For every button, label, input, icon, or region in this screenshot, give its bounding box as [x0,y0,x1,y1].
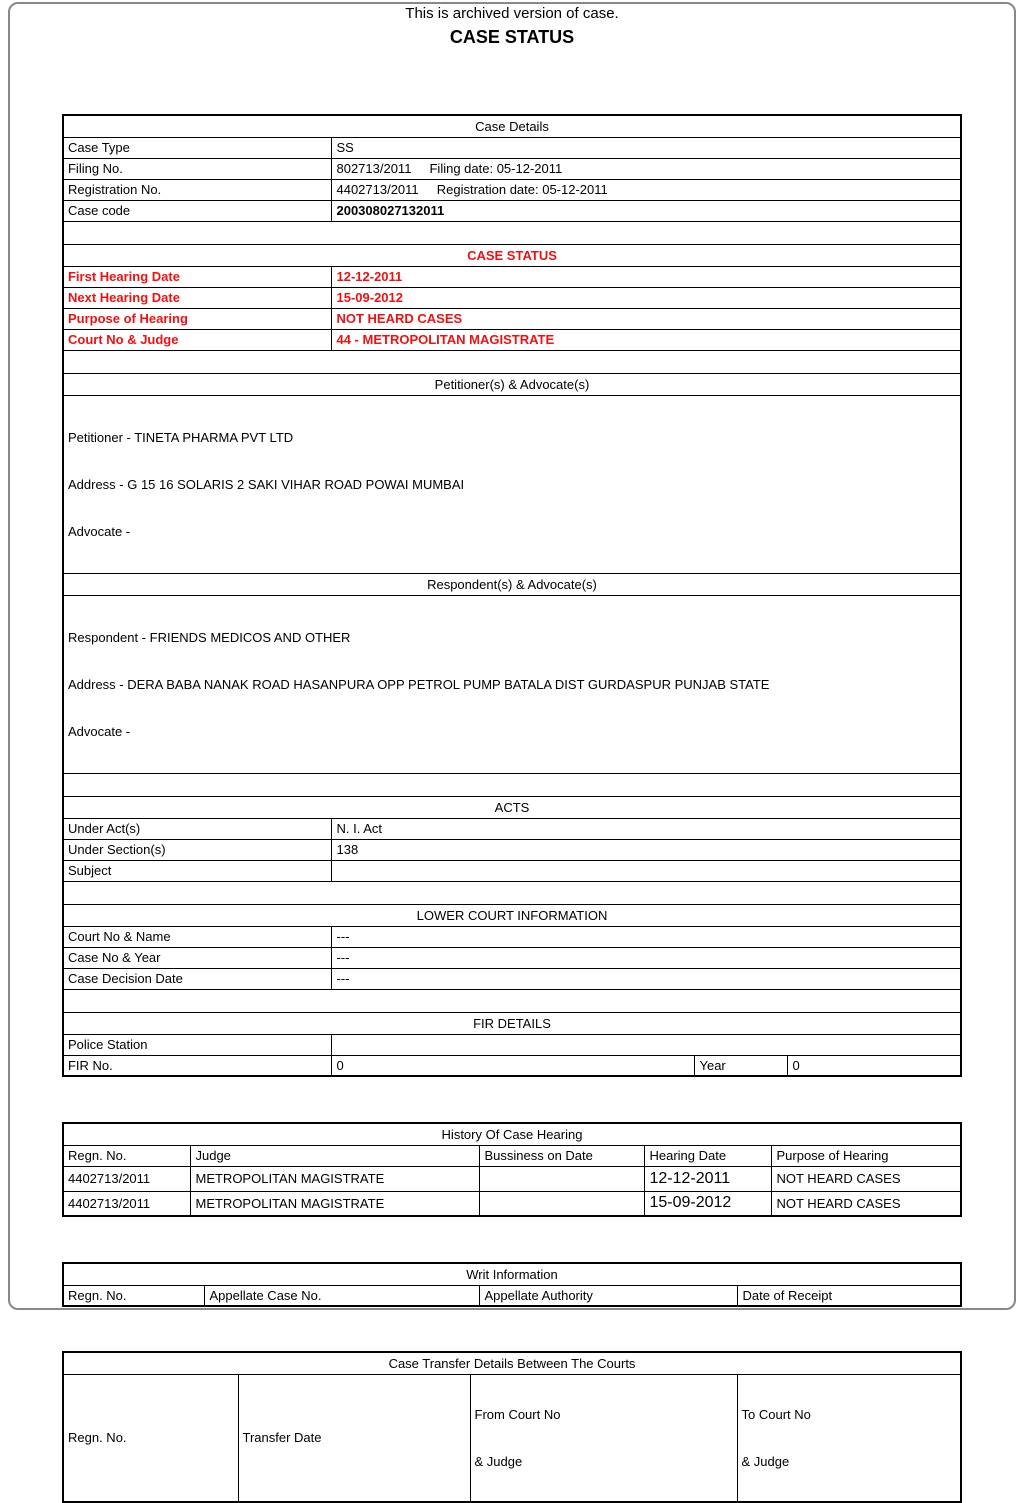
case-status-header: CASE STATUS [63,244,961,266]
transfer-header-row [63,1352,961,1374]
registration-no-value: 4402713/2011 Registration date: 05-12-2011 [332,179,961,200]
spacer-row [63,989,961,1012]
history-of-case-hearing-table [62,1122,962,1217]
next-hearing-value: 15-09-2012 [332,287,961,308]
table-row-under-section [63,839,961,860]
transfer-from-court-line2: & Judge [474,1453,523,1469]
writ-information-table [62,1262,962,1307]
table-row-filing-no [63,158,961,179]
table-row-fir-no [63,1055,961,1076]
case-status-header-row [63,244,961,266]
table-row-registration-no [63,179,961,200]
case-details-table [62,114,962,1077]
filing-no-label: Filing No. [63,158,332,179]
spacer-cell [63,989,961,1012]
respondent-advocate-line: Advocate - [67,723,131,739]
table-row-under-act [63,818,961,839]
history-column-header-row [63,1145,961,1166]
history-hearing-date: 15-09-2012 [645,1191,772,1216]
lower-court-no-name-value: --- [332,926,961,947]
case-code-label: Case code [63,200,332,221]
table-row-lower-case-no-year [63,947,961,968]
fir-year-value: 0 [788,1055,961,1076]
respondent-details-cell [63,595,961,773]
under-act-label: Under Act(s) [63,818,332,839]
fir-no-label: FIR No. [63,1055,332,1076]
history-row-1 [63,1166,961,1191]
table-row-next-hearing [63,287,961,308]
first-hearing-label: First Hearing Date [63,266,332,287]
lower-court-no-name-label: Court No & Name [63,926,332,947]
history-hearing-date: 12-12-2011 [645,1166,772,1191]
petitioner-details-cell [63,395,961,573]
transfer-col-from-court [470,1374,737,1502]
table-row-court-no-judge [63,329,961,350]
history-bussiness-on-date [480,1191,645,1216]
under-act-value: N. I. Act [332,818,961,839]
table-row-lower-court-no-name [63,926,961,947]
police-station-label: Police Station [63,1034,332,1055]
petitioner-header-row [63,373,961,395]
table-row-case-code [63,200,961,221]
case-code-value: 200308027132011 [332,200,961,221]
history-header: History Of Case Hearing [63,1123,961,1145]
lower-case-decision-date-label: Case Decision Date [63,968,332,989]
history-col-purpose-of-hearing: Purpose of Hearing [772,1145,961,1166]
acts-header: ACTS [63,796,961,818]
transfer-column-header-row [63,1374,961,1502]
history-col-regn-no: Regn. No. [63,1145,191,1166]
spacer-cell [63,773,961,796]
spacer-row [63,881,961,904]
archived-note: This is archived version of case. [405,5,619,22]
transfer-col-transfer-date: Transfer Date [238,1374,470,1502]
writ-col-date-of-receipt: Date of Receipt [738,1285,961,1306]
spacer-row [63,221,961,244]
fir-no-value: 0 [332,1055,695,1076]
history-bussiness-on-date [480,1166,645,1191]
writ-col-regn-no: Regn. No. [63,1285,205,1306]
lower-case-no-year-label: Case No & Year [63,947,332,968]
lower-case-decision-date-value: --- [332,968,961,989]
next-hearing-label: Next Hearing Date [63,287,332,308]
acts-header-row [63,796,961,818]
history-col-judge: Judge [191,1145,480,1166]
table-row-purpose-of-hearing [63,308,961,329]
subject-label: Subject [63,860,332,881]
transfer-col-regn-no: Regn. No. [63,1374,238,1502]
court-no-judge-label: Court No & Judge [63,329,332,350]
case-type-label: Case Type [63,137,332,158]
page-title: CASE STATUS [449,27,575,47]
transfer-col-to-court [737,1374,961,1502]
petitioner-header: Petitioner(s) & Advocate(s) [63,373,961,395]
registration-no-label: Registration No. [63,179,332,200]
petitioner-address-line: Address - G 15 16 SOLARIS 2 SAKI VIHAR ROAD POWAI MUMBAI [67,476,465,492]
under-section-value: 138 [332,839,961,860]
lower-court-header-row [63,904,961,926]
fir-details-header-row [63,1012,961,1034]
spacer-cell [63,350,961,373]
history-judge: METROPOLITAN MAGISTRATE [191,1166,480,1191]
case-type-value: SS [332,137,961,158]
case-transfer-details-table [62,1351,962,1503]
writ-col-appellate-authority: Appellate Authority [480,1285,738,1306]
writ-header-row [63,1263,961,1285]
writ-col-appellate-case-no: Appellate Case No. [205,1285,480,1306]
court-no-judge-value: 44 - METROPOLITAN MAGISTRATE [332,329,961,350]
purpose-of-hearing-label: Purpose of Hearing [63,308,332,329]
history-judge: METROPOLITAN MAGISTRATE [191,1191,480,1216]
under-section-label: Under Section(s) [63,839,332,860]
petitioner-advocate-line: Advocate - [67,523,131,539]
transfer-header: Case Transfer Details Between The Courts [63,1352,961,1374]
petitioner-details-row [63,395,961,573]
purpose-of-hearing-value: NOT HEARD CASES [332,308,961,329]
history-col-hearing-date: Hearing Date [645,1145,772,1166]
table-row-lower-case-decision-date [63,968,961,989]
history-regn-no: 4402713/2011 [63,1166,191,1191]
writ-column-header-row [63,1285,961,1306]
fir-year-label: Year [695,1055,788,1076]
history-col-bussiness-on-date: Bussiness on Date [480,1145,645,1166]
respondent-name-line: Respondent - FRIENDS MEDICOS AND OTHER [67,629,351,645]
subject-value [332,860,961,881]
history-regn-no: 4402713/2011 [63,1191,191,1216]
transfer-from-court-line1: From Court No [474,1406,561,1422]
table-row-case-type [63,137,961,158]
filing-no-value: 802713/2011 Filing date: 05-12-2011 [332,158,961,179]
spacer-cell [63,881,961,904]
table-row-subject [63,860,961,881]
case-details-header-row [63,115,961,137]
fir-details-header: FIR DETAILS [63,1012,961,1034]
police-station-value [332,1034,961,1055]
spacer-row [63,773,961,796]
transfer-to-court-line2: & Judge [741,1453,790,1469]
history-purpose: NOT HEARD CASES [772,1166,961,1191]
history-row-2 [63,1191,961,1216]
lower-case-no-year-value: --- [332,947,961,968]
history-header-row [63,1123,961,1145]
lower-court-header: LOWER COURT INFORMATION [63,904,961,926]
table-row-police-station [63,1034,961,1055]
respondent-address-line: Address - DERA BABA NANAK ROAD HASANPURA OPP PETROL PUMP BATALA DIST GURDASPUR PUNJAB STATE [67,676,770,692]
spacer-row [63,350,961,373]
writ-header: Writ Information [63,1263,961,1285]
respondent-details-row [63,595,961,773]
case-details-header: Case Details [63,115,961,137]
transfer-to-court-line1: To Court No [741,1406,811,1422]
first-hearing-value: 12-12-2011 [332,266,961,287]
respondent-header-row [63,573,961,595]
table-row-first-hearing [63,266,961,287]
history-purpose: NOT HEARD CASES [772,1191,961,1216]
respondent-header: Respondent(s) & Advocate(s) [63,573,961,595]
petitioner-name-line: Petitioner - TINETA PHARMA PVT LTD [67,429,294,445]
spacer-cell [63,221,961,244]
